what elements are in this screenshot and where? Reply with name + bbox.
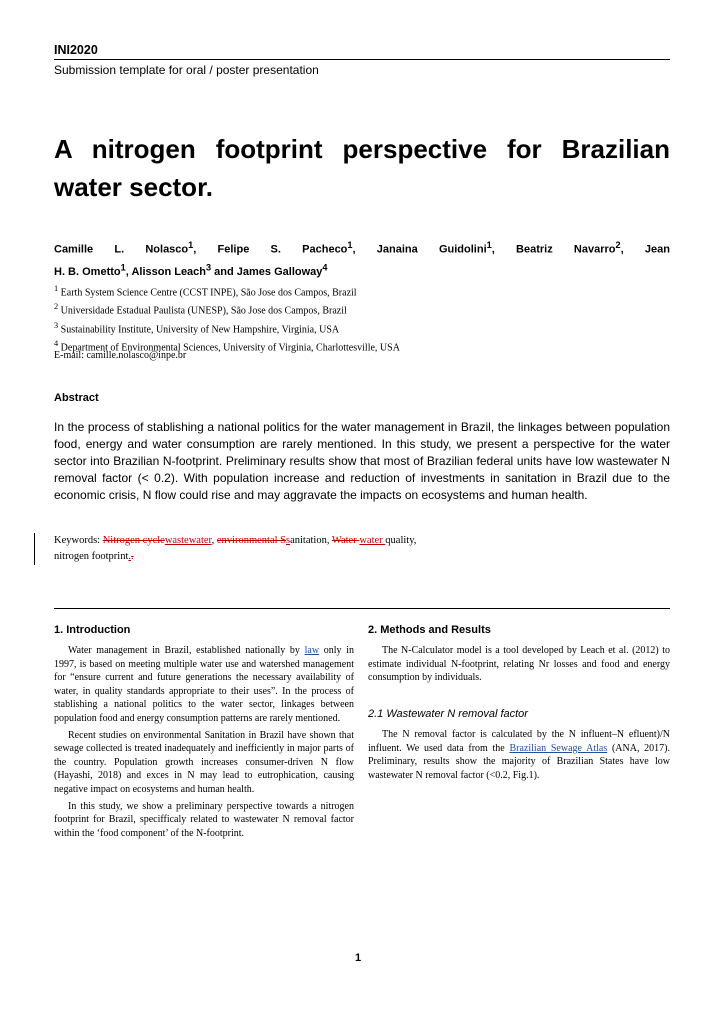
keyword-text: anitation, bbox=[290, 535, 332, 546]
affiliation-number: 2 bbox=[54, 302, 59, 312]
author-name: Felipe S. Pacheco bbox=[217, 243, 348, 256]
author-affiliation-marker: 1 bbox=[120, 262, 126, 273]
affiliation-text: Earth System Science Centre (CCST INPE), São Jose dos Campos, Brazil bbox=[60, 287, 357, 299]
keywords-content bbox=[54, 535, 416, 562]
tracked-insertion: water bbox=[359, 535, 386, 546]
affiliation-item bbox=[54, 300, 400, 318]
tracked-deletion: environmental S bbox=[216, 535, 286, 546]
methods-body bbox=[368, 644, 670, 685]
subsection-heading: 2.1 Wastewater N removal factor bbox=[368, 708, 528, 720]
methods-paragraph: The N-Calculator model is a tool developed by Leach et al. (2012) to estimate individual N-footprint, relating Nr losses and food and energy consumption by individuals. bbox=[368, 645, 670, 684]
author-affiliation-marker: 4 bbox=[322, 262, 328, 273]
affiliation-item bbox=[54, 319, 400, 337]
author-affiliation-marker: 1 bbox=[486, 240, 492, 250]
affiliation-text: Sustainability Institute, University of New Hampshire, Virginia, USA bbox=[60, 323, 340, 335]
affiliation-number: 4 bbox=[54, 338, 59, 348]
subsection-paragraph: The N removal factor is calculated by the N influent–N efluent)/N influent. We used data from the Brazilian Sewage Atlas (ANA, 2017). Preliminary, results show the majority of Brazilian States have low wastewater N removal factor (<0.2, Fig.1). bbox=[368, 729, 671, 781]
affiliations bbox=[54, 282, 400, 355]
author-name: Beatriz Navarro bbox=[516, 243, 616, 256]
introduction-heading: 1. Introduction bbox=[54, 624, 131, 636]
introduction-paragraph: Recent studies on environmental Sanitation in Brazil have shown that sewage collected is treated inadequately and inefficiently in major parts of the country. Population growth increases consumer-driven N flow (Hayashi, 2018) and exces in N may lead to eutrophication, causing negative impact on ecosystems and human health. bbox=[54, 729, 354, 795]
author-affiliation-marker: 1 bbox=[188, 240, 194, 250]
keywords bbox=[54, 533, 494, 564]
tracked-insertion: wastewater bbox=[164, 535, 212, 546]
conference-name: INI2020 bbox=[54, 43, 98, 57]
author-name: Camille L. Nolasco bbox=[54, 243, 189, 256]
header-divider bbox=[54, 59, 670, 60]
author-name: H. B. Ometto bbox=[54, 266, 121, 279]
author-line-2: H. B. Ometto$^1$, Alisson Leach$^3$ and James Galloway$^4$ bbox=[54, 262, 328, 279]
section-divider bbox=[54, 608, 670, 609]
affiliation-item bbox=[54, 282, 400, 300]
affiliation-number: 1 bbox=[54, 284, 59, 293]
revision-change-bar bbox=[34, 533, 35, 565]
title-line-2: water sector. bbox=[54, 172, 213, 202]
author-affiliation-marker: 1 bbox=[347, 240, 353, 250]
author-line-1: Camille L. Nolasco$^1$, Felipe S. Pacheco$^1$, Janaina Guidolini$^1$, Beatriz Navarro$^2$, Jean bbox=[54, 240, 670, 256]
paper-title bbox=[54, 130, 670, 206]
keyword-text: nitrogen footprint bbox=[54, 550, 129, 562]
affiliation-text: Department of Environmental Sciences, University of Virginia, Charlottesville, USA bbox=[60, 342, 400, 354]
page-number: 1 bbox=[355, 952, 362, 964]
introduction-paragraph: In this study, we show a preliminary perspective towards a nitrogen footprint for Brazil, specifficaly related to wastewater N removal factor within the ‘food component’ of the N-footprint. bbox=[54, 800, 354, 839]
tracked-deletion: Water bbox=[331, 535, 360, 546]
author-affiliation-marker: 3 bbox=[206, 262, 212, 273]
subsection-body bbox=[368, 728, 670, 782]
title-line-1: A nitrogen footprint perspective for Brazilian bbox=[54, 134, 670, 164]
tracked-insertion: s bbox=[286, 535, 291, 546]
introduction-paragraph: Water management in Brazil, established nationally by law only in 1997, is based on meeting multiple water use and watershed management for “ensure current and future generations the necessary availability of water, in quality standards appropriate to their uses”. In the process of stablishing a national politics to the water sector, linkages between population food and energy consumption patterns are rarely mentioned. bbox=[54, 645, 354, 724]
author-affiliation-marker: 2 bbox=[615, 240, 621, 250]
author-name: Jean bbox=[644, 243, 670, 256]
keyword-text: quality, bbox=[385, 535, 417, 546]
contact-email: E-mail: camille.nolasco@inpe.br bbox=[54, 350, 187, 361]
keyword-text: , bbox=[211, 535, 217, 546]
tracked-deletion: Nitrogen cycle bbox=[102, 535, 165, 546]
abstract-body: In the process of stablishing a national politics for the water management in Brazil, the linkages between population food, energy and water consumption are rarely mentioned. In this study, we present a perspective for the water sector into Brazilian N-footprint. Preliminary results show that most of Brazilian federal units have low wastewater N removal factor (< 0.2). With population increase and reduction of investments in sanitation in Brazil due to the economic crisis, N flow could rise and may aggravate the impacts on ecosystems and human health. bbox=[54, 420, 670, 502]
affiliation-text: Universidade Estadual Paulista (UNESP), São Jose dos Campos, Brazil bbox=[60, 305, 347, 317]
author-name: Alisson Leach bbox=[131, 266, 207, 279]
keywords-label: Keywords: bbox=[54, 535, 103, 546]
affiliation-number: 3 bbox=[54, 320, 59, 330]
introduction-body bbox=[54, 644, 354, 843]
author-list bbox=[54, 236, 670, 281]
inline-link[interactable]: law bbox=[304, 645, 320, 656]
inline-link[interactable]: Brazilian Sewage Atlas bbox=[509, 742, 608, 754]
author-name: James Galloway bbox=[236, 266, 323, 279]
tracked-deletion: . bbox=[131, 550, 134, 562]
template-subtitle: Submission template for oral / poster presentation bbox=[54, 63, 319, 77]
abstract-heading: Abstract bbox=[54, 392, 99, 404]
tracked-insertion: . bbox=[128, 550, 131, 562]
author-name: Janaina Guidolini bbox=[376, 243, 487, 256]
methods-heading: 2. Methods and Results bbox=[368, 624, 491, 636]
